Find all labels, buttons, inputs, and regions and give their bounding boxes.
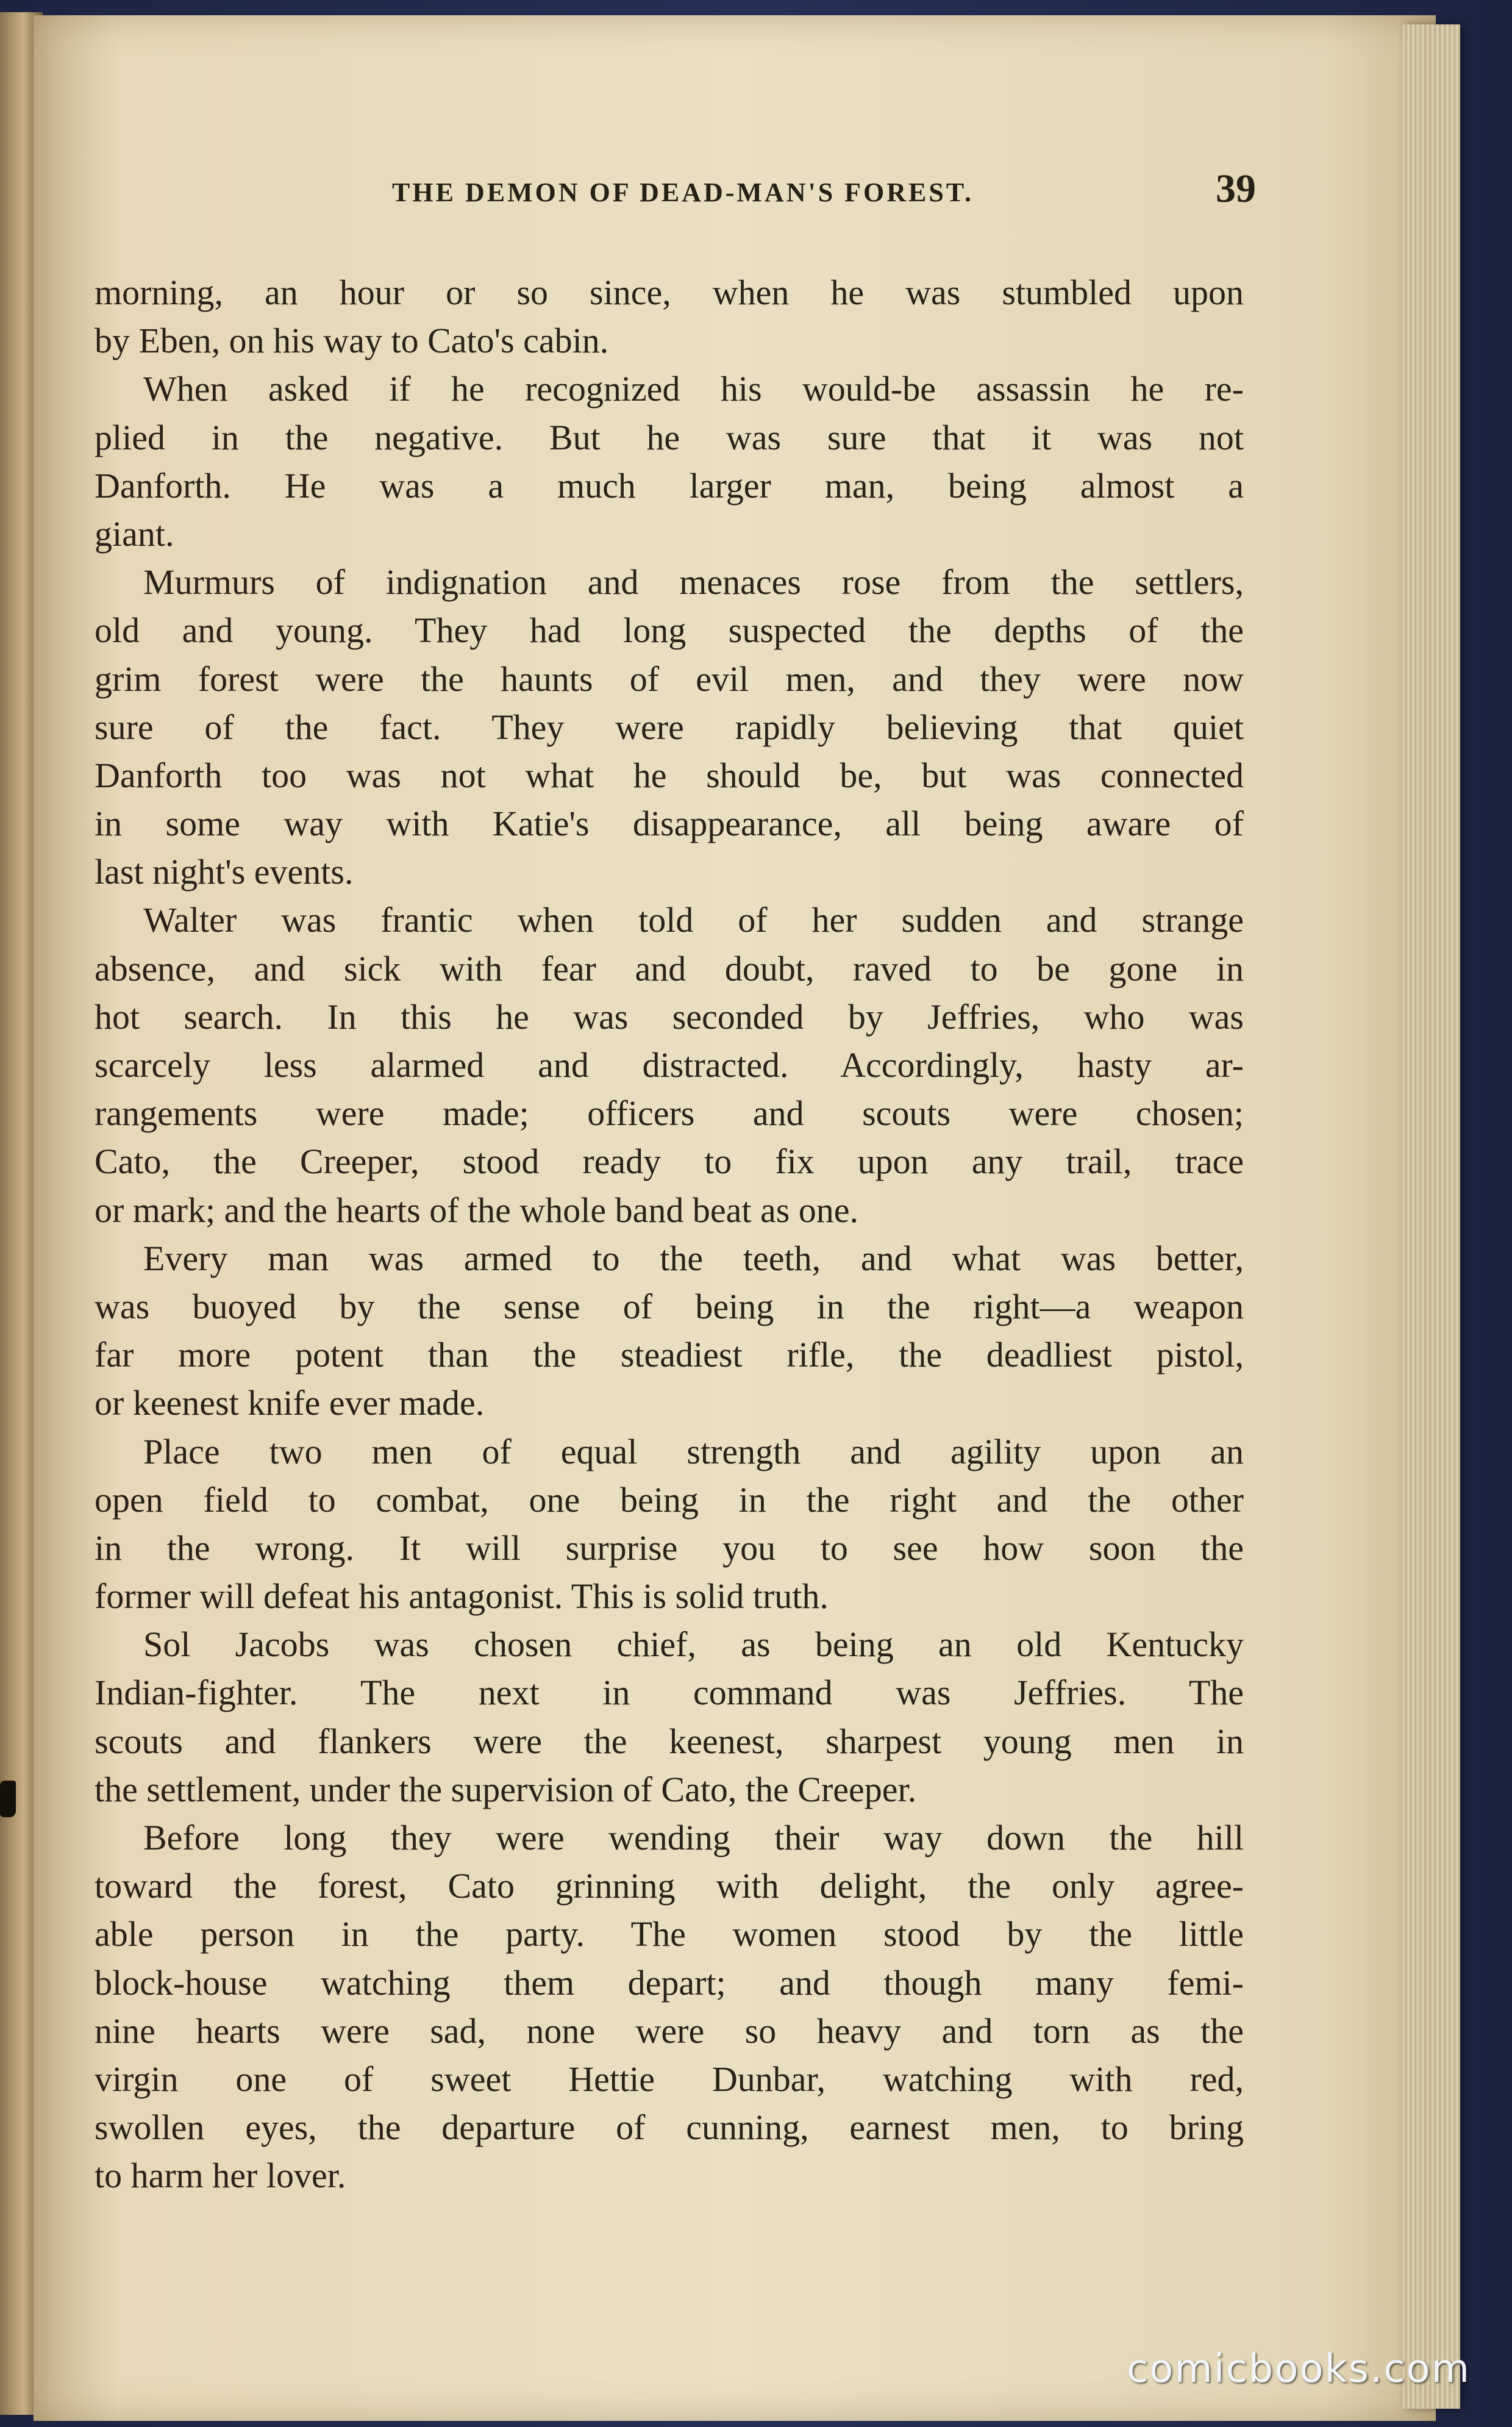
text-line: morning, an hour or so since, when he was stumbled upon <box>94 273 1244 312</box>
text-line: rangements were made; officers and scouts were chosen; <box>94 1093 1244 1134</box>
running-head: THE DEMON OF DEAD-MAN'S FOREST. <box>392 177 974 207</box>
page-number: 39 <box>1216 166 1256 211</box>
text-line: scouts and flankers were the keenest, sharpest young men in <box>94 1721 1244 1761</box>
text-line: far more potent than the steadiest rifle, the deadliest pistol, <box>94 1335 1244 1375</box>
text-line: or keenest knife ever made. <box>94 1383 485 1423</box>
text-line: block-house watching them depart; and though many femi- <box>94 1962 1244 2003</box>
text-line: toward the forest, Cato grinning with delight, the only agree- <box>94 1866 1244 1906</box>
site-watermark: comicbooks.com <box>1126 2347 1471 2392</box>
text-line: Sol Jacobs was chosen chief, as being an old Kentucky <box>143 1625 1244 1665</box>
text-line: sure of the fact. They were rapidly believing that quiet <box>94 707 1244 747</box>
text-line: nine hearts were sad, none were so heavy and torn as the <box>94 2011 1244 2051</box>
body-text <box>94 268 1244 2200</box>
text-line: Cato, the Creeper, stood ready to fix upon any trail, trace <box>94 1142 1244 1182</box>
text-line: former will defeat his antagonist. This is solid truth. <box>94 1576 829 1617</box>
text-line: plied in the negative. But he was sure that it was not <box>94 417 1244 457</box>
text-line: by Eben, on his way to Cato's cabin. <box>94 321 609 361</box>
text-line: Every man was armed to the teeth, and what was better, <box>143 1238 1244 1278</box>
text-line: grim forest were the haunts of evil men, and they were now <box>94 659 1244 699</box>
text-line: Before long they were wending their way down the hill <box>143 1818 1244 1857</box>
text-line: to harm her lover. <box>94 2156 346 2196</box>
text-line: old and young. They had long suspected the depths of the <box>94 610 1244 651</box>
text-line: last night's events. <box>94 852 354 892</box>
text-line: virgin one of sweet Hettie Dunbar, watching with red, <box>94 2059 1244 2099</box>
text-line: hot search. In this he was seconded by Jeffries, who was <box>94 996 1244 1037</box>
text-line: in the wrong. It will surprise you to see how soon the <box>94 1528 1244 1568</box>
margin-ink-mark <box>0 1781 16 1817</box>
text-line: in some way with Katie's disappearance, all being aware of <box>94 804 1244 844</box>
text-line: scarcely less alarmed and distracted. Accordingly, hasty ar- <box>94 1045 1244 1085</box>
text-line: absence, and sick with fear and doubt, raved to be gone in <box>94 948 1244 988</box>
text-line: was buoyed by the sense of being in the right—a weapon <box>94 1286 1244 1326</box>
text-line: Place two men of equal strength and agility upon an <box>143 1431 1244 1471</box>
text-line: open field to combat, one being in the right and the other <box>94 1479 1244 1520</box>
text-line: Indian-fighter. The next in command was Jeffries. The <box>94 1673 1244 1713</box>
text-line: When asked if he recognized his would-be assassin he re- <box>143 369 1244 409</box>
page-block-edge <box>1402 24 1460 2409</box>
text-line: the settlement, under the supervision of Cato, the Creeper. <box>94 1769 917 1809</box>
text-line: Murmurs of indignation and menaces rose from the settlers, <box>143 562 1244 602</box>
text-line: or mark; and the hearts of the whole band beat as one. <box>94 1190 859 1230</box>
text-line: Danforth. He was a much larger man, being almost a <box>94 465 1244 506</box>
text-line: giant. <box>94 513 174 554</box>
text-line: Danforth too was not what he should be, but was connected <box>94 755 1244 795</box>
text-line: able person in the party. The women stood by the little <box>94 1914 1244 1954</box>
text-line: swollen eyes, the departure of cunning, earnest men, to bring <box>94 2107 1244 2148</box>
text-line: Walter was frantic when told of her sudden and strange <box>143 900 1244 940</box>
